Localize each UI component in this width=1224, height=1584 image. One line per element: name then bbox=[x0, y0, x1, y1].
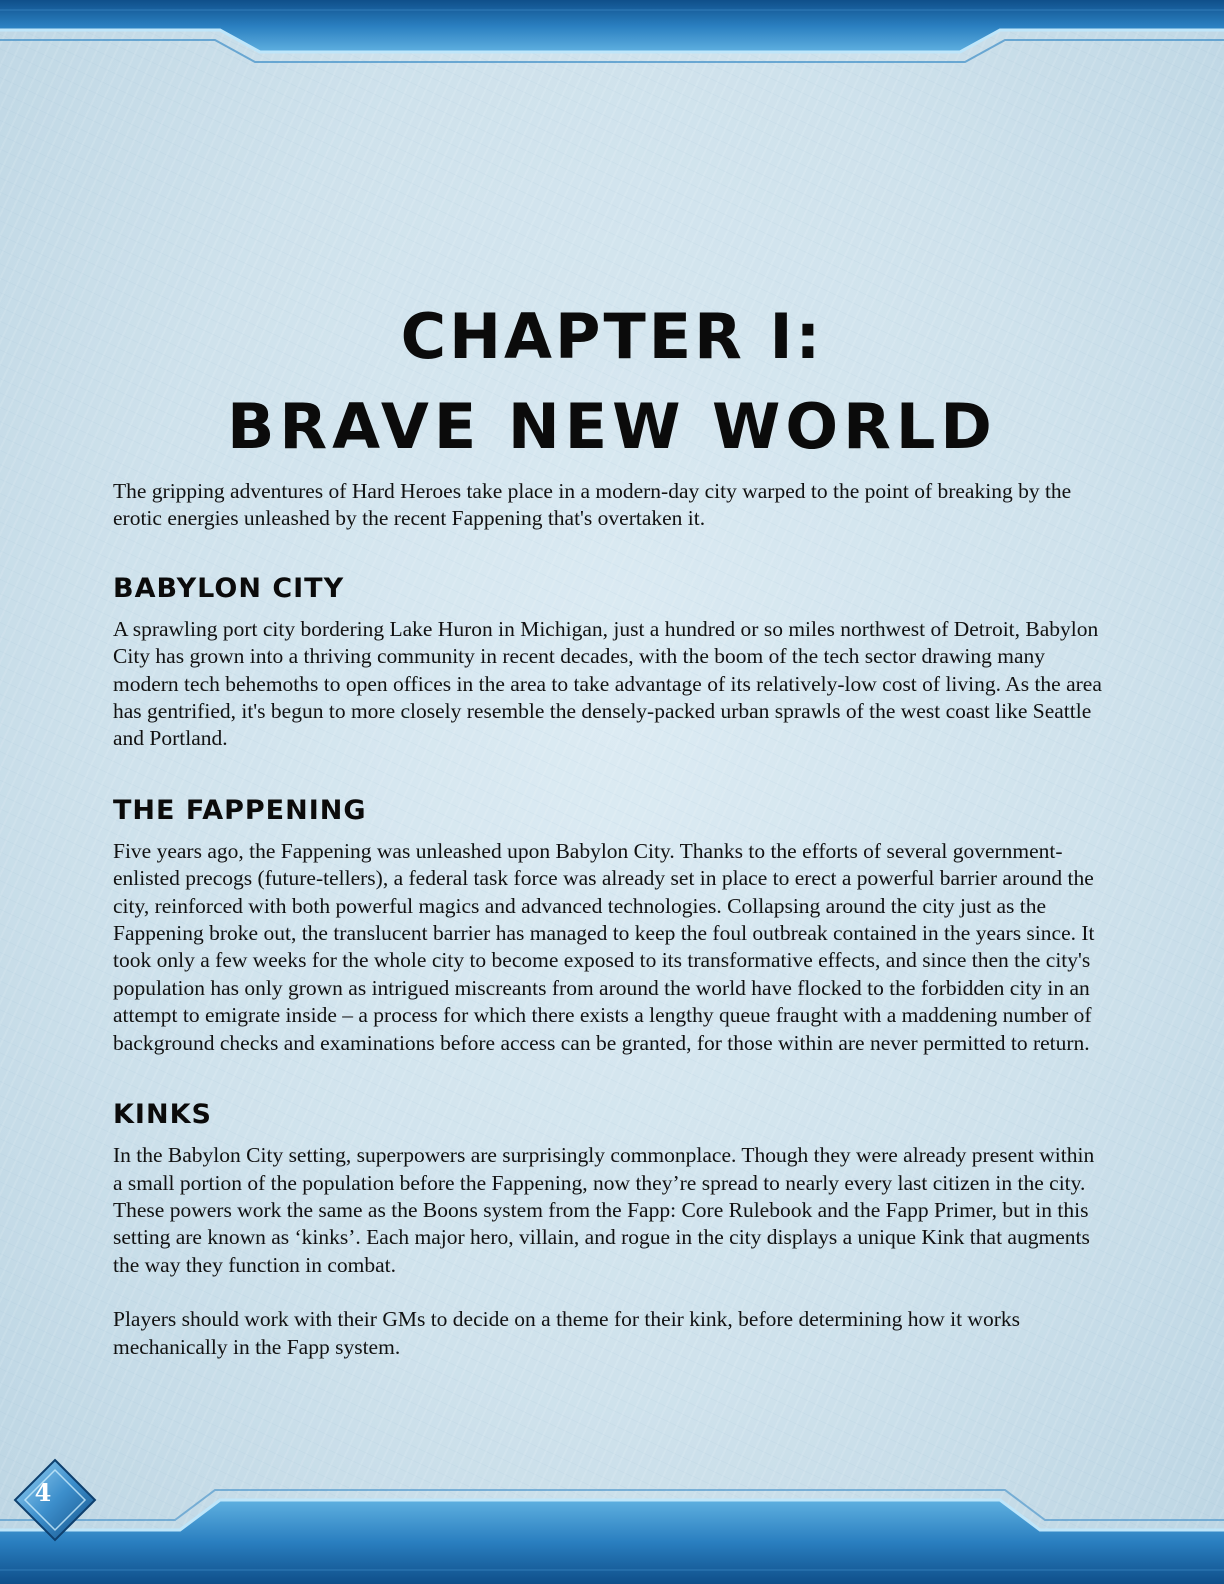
chapter-title-line1: CHAPTER I: bbox=[400, 300, 824, 373]
intro-paragraph: The gripping adventures of Hard Heroes take place in a modern-day city warped to the point of breaking by the erotic energies unleashed by the recent Fappening that's overtaken it. bbox=[113, 479, 1072, 531]
page-number-badge bbox=[18, 1456, 92, 1530]
section-heading-kinks: KINKS bbox=[113, 1099, 212, 1131]
section-body-kinks-1: In the Babylon City setting, superpowers are surprisingly commonplace. Though they were already present within a small portion of the population before the Fappening, now they’re spread to nearly every last citizen in the city. These powers work the same as the Boons system from the Fapp: Core Rulebook and the Fapp Primer, but in this setting are known as ‘kinks’. Each major hero, villain, and rogue in the city displays a unique Kink that augments the way they function in combat. bbox=[113, 1143, 1095, 1277]
section-heading-the-fappening: THE FAPPENING bbox=[113, 794, 367, 826]
section-body-babylon-city: A sprawling port city bordering Lake Huron in Michigan, just a hundred or so miles northwest of Detroit, Babylon City has grown into a thriving community in recent decades, with the boom of the tech sector drawing many modern tech behemoths to open offices in the area to take advantage of its relatively-low cost of living. As the area has gentrified, it's begun to more closely resemble the densely-packed urban sprawls of the west coast like Seattle and Portland. bbox=[113, 616, 1102, 751]
page-number: 4 bbox=[34, 1478, 52, 1507]
chapter-content bbox=[113, 478, 1103, 1361]
section-heading-babylon-city: BABYLON CITY bbox=[113, 572, 345, 604]
section-body-kinks-2: Players should work with their GMs to decide on a theme for their kink, before determining how it works mechanically in the Fapp system. bbox=[113, 1307, 1020, 1359]
chapter-title-line2: BRAVE NEW WORLD bbox=[227, 390, 997, 463]
section-body-the-fappening: Five years ago, the Fappening was unleashed upon Babylon City. Thanks to the efforts of several government-enlisted precogs (future-tellers), a federal task force was already set in place to erect a powerful barrier around the city, reinforced with both powerful magics and advanced technologies. Collapsing around the city just as the Fappening broke out, the translucent barrier has managed to keep the foul outbreak contained in the years since. It took only a few weeks for the whole city to become exposed to its transformative effects, and since then the city's population has only grown as intrigued miscreants from around the world have flocked to the forbidden city in an attempt to emigrate inside – a process for which there exists a lengthy queue fraught with a maddening number of background checks and examinations before access can be granted, for those within are never permitted to return. bbox=[113, 838, 1095, 1055]
